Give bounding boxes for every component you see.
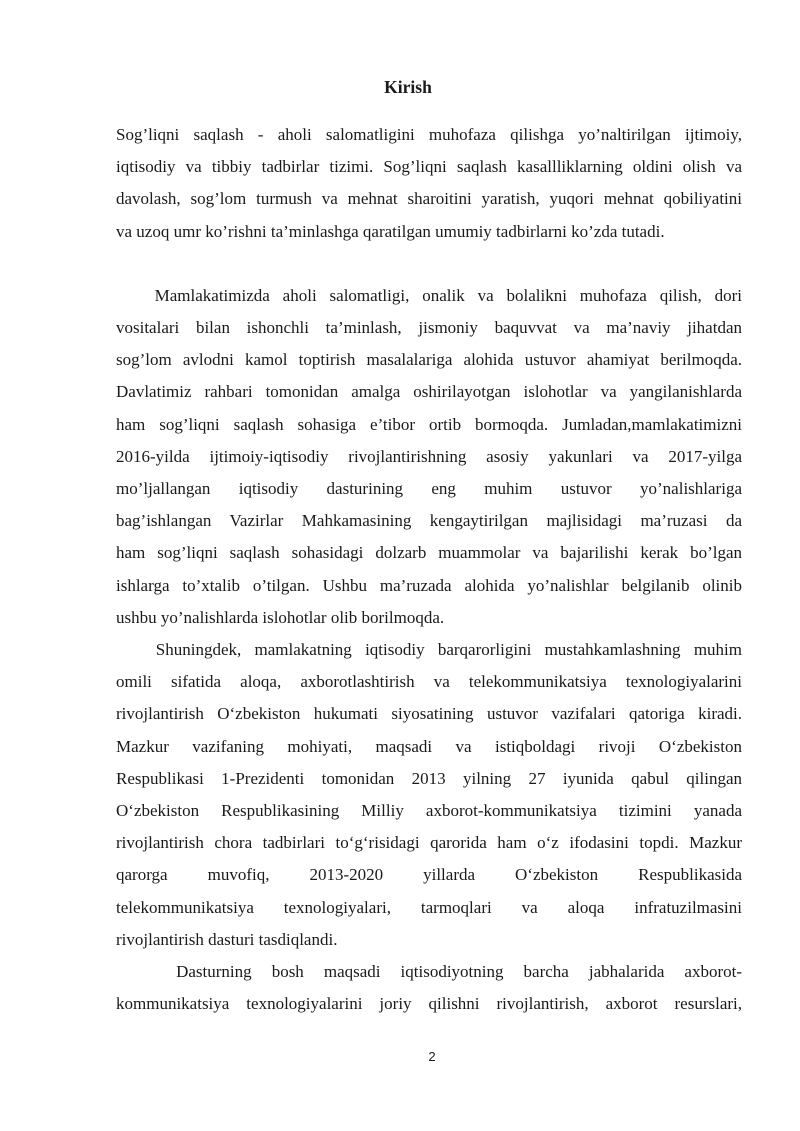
text-line: Respublikasi 1-Prezidenti tomonidan 2013 yilning 27 iyunida qabul qilingan: [116, 768, 742, 788]
text-line: Dasturning bosh maqsadi iqtisodiyotning barcha jabhalarida axborot-: [116, 962, 742, 982]
paragraph-health-definition: [116, 119, 742, 248]
text-line: telekommunikatsiya texnologiyalari, tarmoqlari va aloqa infratuzilmasini: [116, 897, 742, 917]
text-line: ushbu yo’nalishlarda islohotlar olib borilmoqda.: [116, 607, 445, 627]
text-line: ishlarga to’xtalib o’tilgan. Ushbu ma’ruzada alohida yo’nalishlar belgilanib olinib: [116, 575, 742, 595]
text-line: rivojlantirish chora tadbirlari to‘g‘risidagi qarorida ham o‘z ifodasini topdi. Mazkur: [116, 833, 742, 853]
text-line: vositalari bilan ishonchli ta’minlash, jismoniy baquvvat va ma’naviy jihatdan: [116, 318, 742, 338]
text-line: qarorga muvofiq, 2013-2020 yillarda O‘zbekiston Respublikasida: [116, 865, 742, 885]
text-line: bag’ishlangan Vazirlar Mahkamasining kengaytirilgan majlisidagi ma’ruzasi da: [116, 511, 742, 531]
text-line: Sog’liqni saqlash - aholi salomatligini muhofaza qilishga yo’naltirilgan ijtimoiy,: [116, 125, 742, 144]
body-text: [116, 119, 742, 1020]
text-line: omili sifatida aloqa, axborotlashtirish va telekommunikatsiya texnologiyalarini: [116, 672, 742, 692]
text-line: kommunikatsiya texnologiyalarini joriy qilishni rivojlantirish, axborot resurslari,: [116, 994, 742, 1014]
paragraph-national-health-policy: [116, 280, 742, 634]
text-line: Mamlakatimizda aholi salomatligi, onalik va bolalikni muhofaza qilish, dori: [116, 285, 742, 305]
page-title: Kirish: [384, 77, 432, 97]
paragraph-gap: [116, 248, 742, 280]
text-line: rivojlantirish dasturi tasdiqlandi.: [116, 929, 338, 949]
paragraph-ict-development: [116, 634, 742, 956]
text-line: rivojlantirish O‘zbekiston hukumati siyosatining ustuvor vazifalari qatoriga kiradi.: [116, 704, 742, 724]
text-line: Shuningdek, mamlakatning iqtisodiy barqarorligini mustahkamlashning muhim: [116, 640, 742, 660]
page-number: 2: [428, 1049, 436, 1064]
text-line: 2016-yilda ijtimoiy-iqtisodiy rivojlantirishning asosiy yakunlari va 2017-yilga: [116, 446, 742, 466]
text-line: iqtisodiy va tibbiy tadbirlar tizimi. Sog’liqni saqlash kasallliklarning oldini olish va: [116, 157, 742, 177]
text-line: davolash, sog’lom turmush va mehnat sharoitini yaratish, yuqori mehnat qobiliyatini: [116, 189, 742, 209]
paragraph-program-goal: [116, 956, 742, 1020]
text-line: O‘zbekiston Respublikasining Milliy axborot-kommunikatsiya tizimini yanada: [116, 801, 742, 821]
text-line: Mazkur vazifaning mohiyati, maqsadi va istiqboldagi rivoji O‘zbekiston: [116, 736, 742, 756]
text-line: ham sog’liqni saqlash sohasidagi dolzarb muammolar va bajarilishi kerak bo’lgan: [116, 543, 742, 563]
text-line: mo’ljallangan iqtisodiy dasturining eng muhim ustuvor yo’nalishlariga: [116, 479, 742, 499]
text-line: sog’lom avlodni kamol toptirish masalalariga alohida ustuvor ahamiyat berilmoqda.: [116, 350, 742, 370]
text-line: ham sog’liqni saqlash sohasiga e’tibor ortib bormoqda. Jumladan,mamlakatimizni: [116, 414, 742, 434]
text-line: va uzoq umr ko’rishni ta’minlashga qaratilgan umumiy tadbirlarni ko’zda tutadi.: [116, 221, 665, 241]
text-line: Davlatimiz rahbari tomonidan amalga oshirilayotgan islohotlar va yangilanishlarda: [116, 382, 742, 402]
